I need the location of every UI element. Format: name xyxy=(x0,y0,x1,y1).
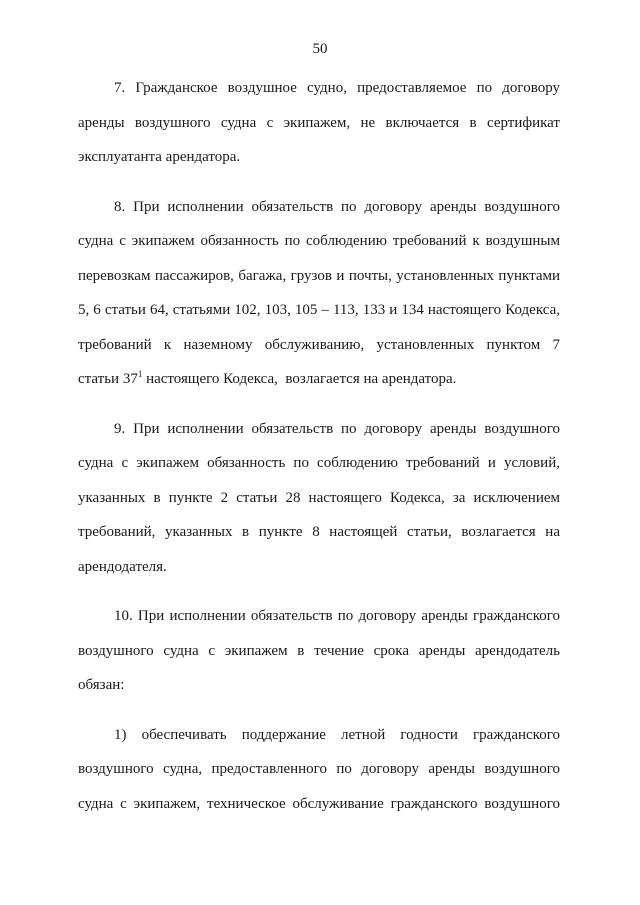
text-line: 7. Гражданское воздушное судно, предоставляемое по договору xyxy=(114,80,560,96)
text-line: требований к наземному обслуживанию, установленных пунктом 7 xyxy=(78,336,560,353)
paragraph-8 xyxy=(78,190,560,397)
text-line: воздушного судна с экипажем в течение срока аренды арендодатель xyxy=(78,642,560,659)
superscript: 1 xyxy=(137,369,143,379)
text-line: указанных в пункте 2 статьи 28 настоящего Кодекса, за исключением xyxy=(78,489,560,506)
text-line xyxy=(78,362,560,397)
paragraph-7 xyxy=(78,71,560,175)
text-line: эксплуатанта арендатора. xyxy=(78,149,241,165)
text-line: 5, 6 статьи 64, статьями 102, 103, 105 – 113, 133 и 134 настоящего Кодекса, xyxy=(78,302,560,318)
text-line: 10. При исполнении обязательств по договору аренды гражданского xyxy=(114,608,560,624)
text-line: обязан: xyxy=(78,677,125,693)
text-line: судна с экипажем обязанность по соблюдению требований к воздушным xyxy=(78,233,560,249)
document-body xyxy=(78,71,560,836)
text-fragment: статьи 37 xyxy=(78,371,138,387)
text-line: 9. При исполнении обязательств по договору аренды воздушного xyxy=(114,420,560,437)
text-line: судна с экипажем, техническое обслуживание гражданского воздушного xyxy=(78,795,560,812)
paragraph-9 xyxy=(78,412,560,585)
text-line: аренды воздушного судна с экипажем, не включается в сертификат xyxy=(78,114,560,131)
text-line: арендодателя. xyxy=(78,558,167,575)
text-line: судна с экипажем обязанность по соблюдению требований и условий, xyxy=(78,455,560,471)
text-line: 8. При исполнении обязательств по договору аренды воздушного xyxy=(114,198,560,215)
text-line: требований, указанных в пункте 8 настоящей статьи, возлагается на xyxy=(78,524,560,540)
paragraph-10 xyxy=(78,599,560,703)
page-number: 50 xyxy=(312,41,328,57)
text-line: воздушного судна, предоставленного по договору аренды воздушного xyxy=(78,761,560,777)
paragraph-10-item-1 xyxy=(78,718,560,822)
text-fragment: настоящего Кодекса, возлагается на арендатора. xyxy=(142,371,457,387)
text-line: перевозкам пассажиров, багажа, грузов и почты, установленных пунктами xyxy=(78,267,560,284)
text-line: 1) обеспечивать поддержание летной годности гражданского xyxy=(114,726,560,743)
